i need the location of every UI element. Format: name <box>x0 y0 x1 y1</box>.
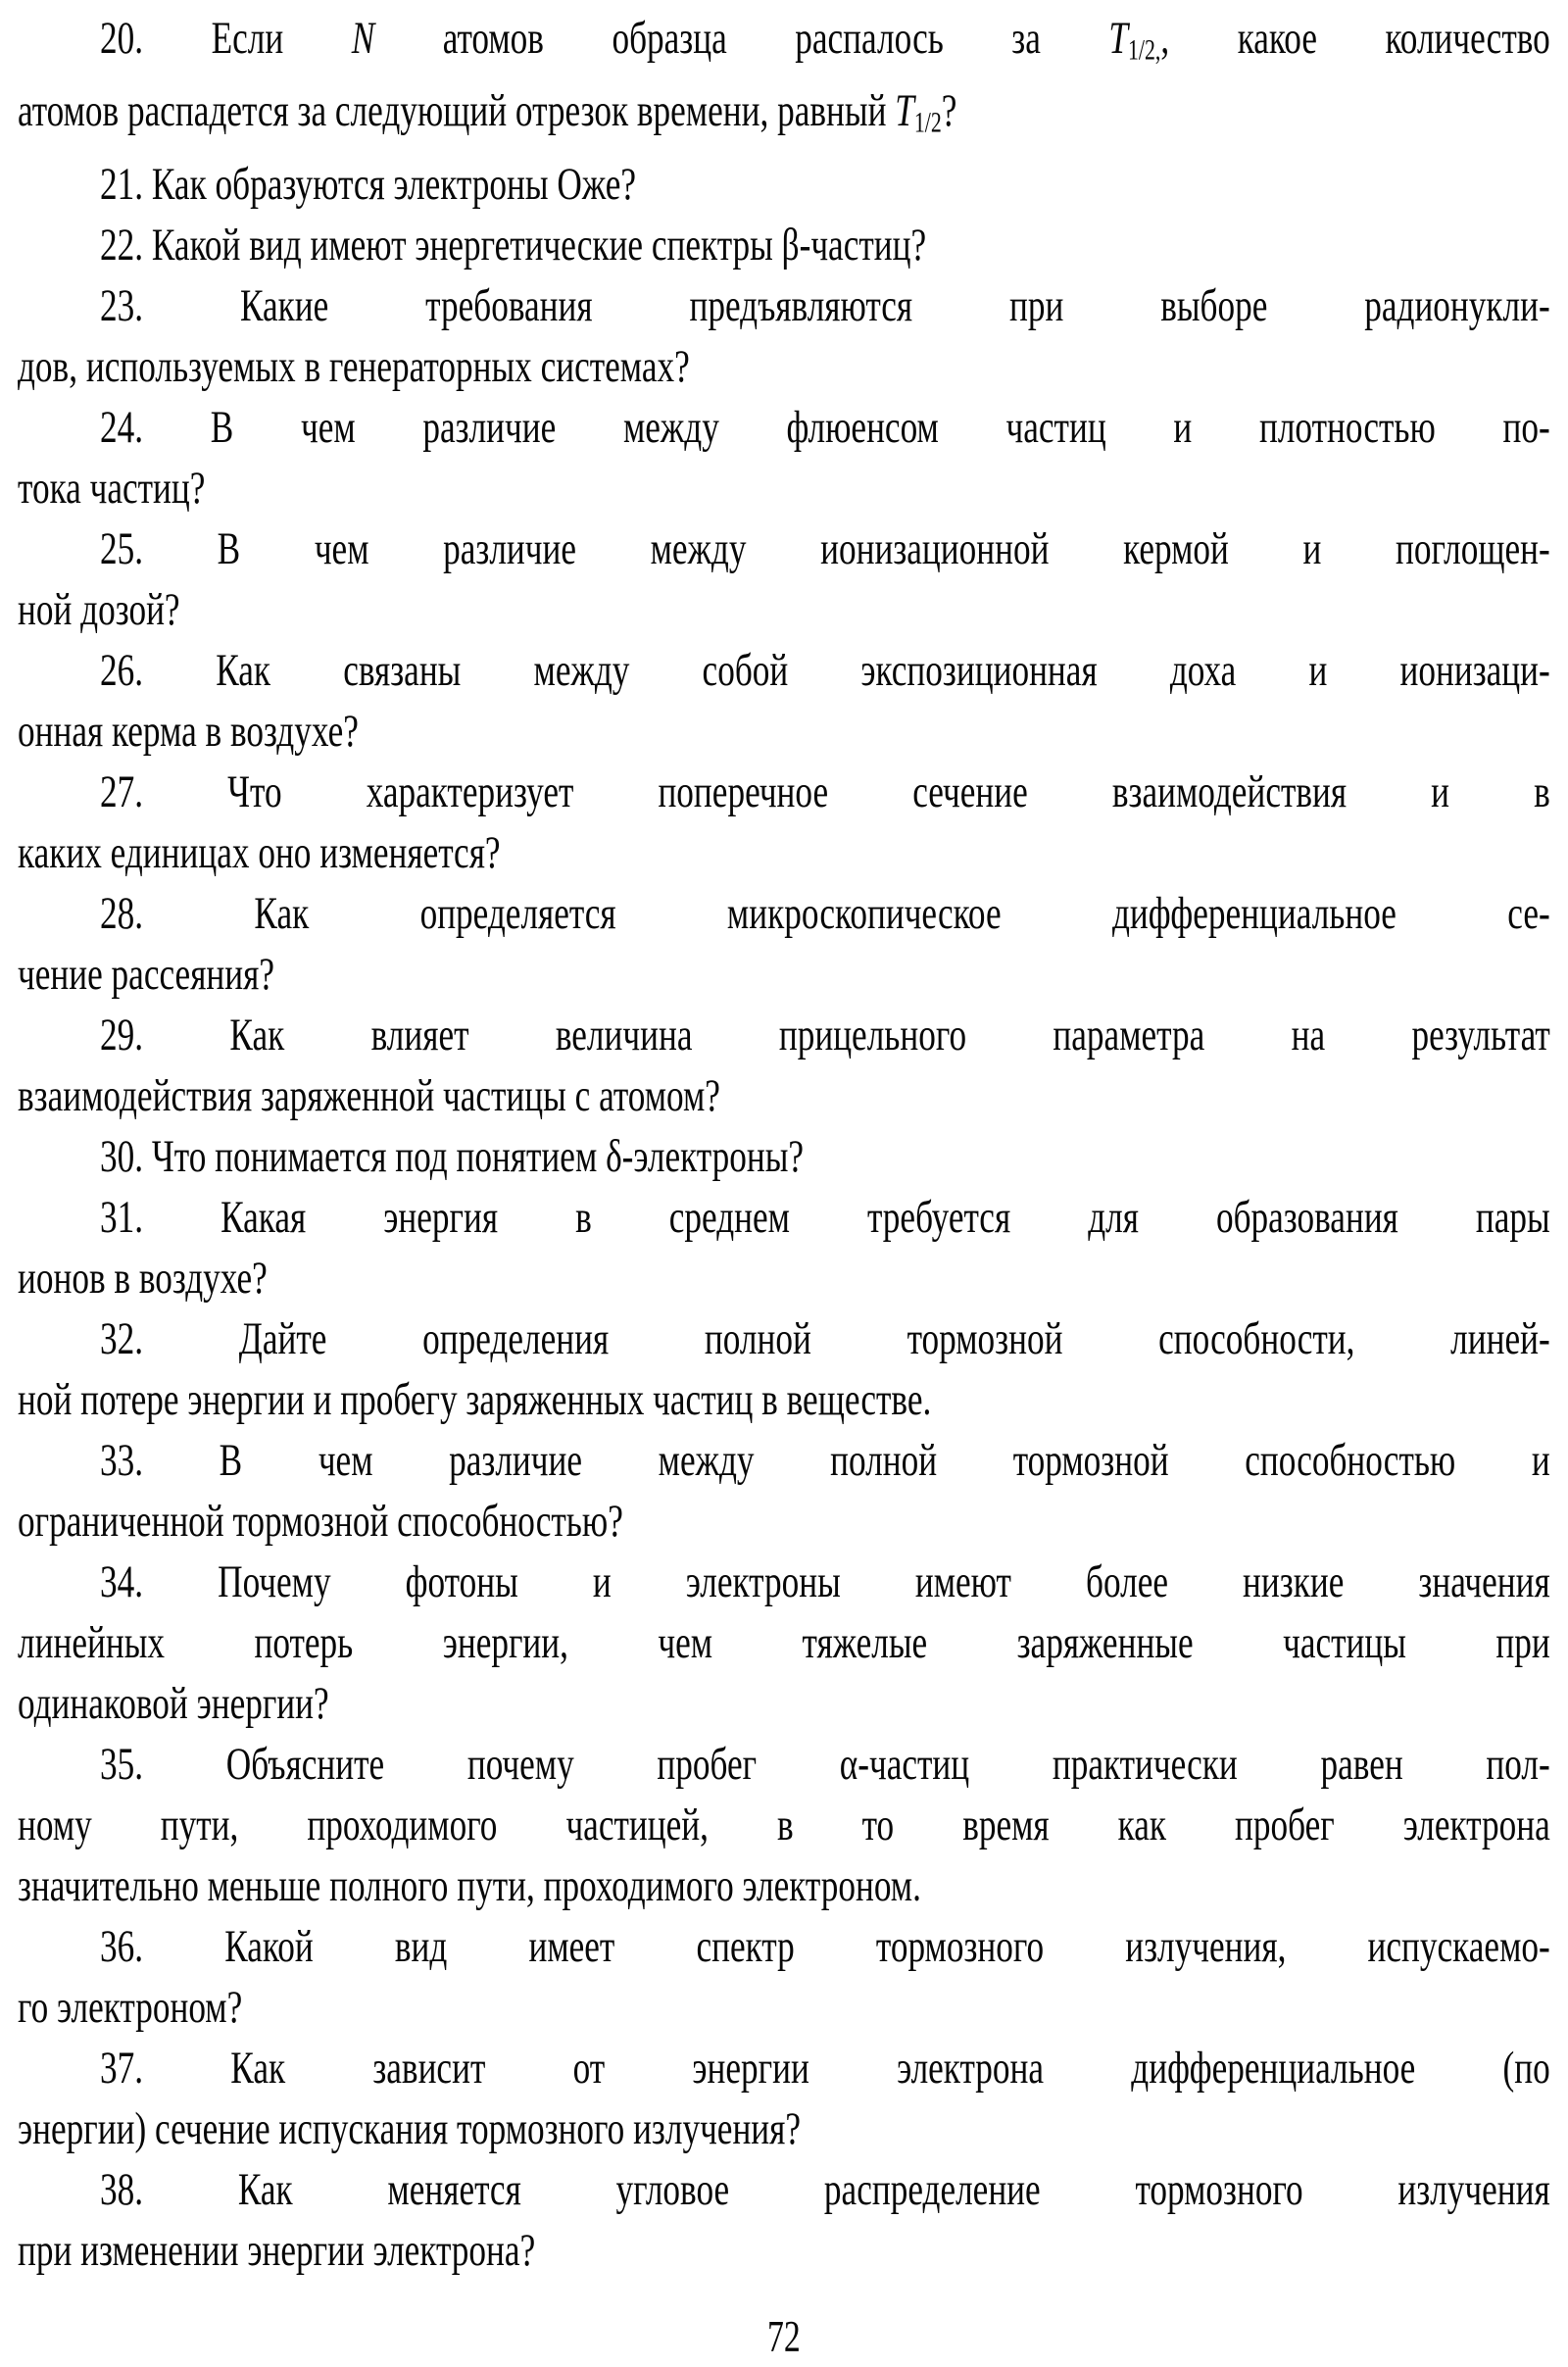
text-line <box>18 215 1550 275</box>
text-segment: дов, используемых в генераторных системах? <box>18 340 690 392</box>
text-segment: ной потере энергии и пробегу заряженных частиц в веществе. <box>18 1373 932 1425</box>
text-line <box>18 1916 1550 1977</box>
text-segment: 33. В чем различие между полной тормозной способностью и <box>100 1434 1550 1486</box>
text-line <box>18 1065 1550 1126</box>
text-line <box>18 1977 1550 2038</box>
text-segment: значительно меньше полного пути, проходимого электроном. <box>18 1859 921 1911</box>
text-line <box>18 275 1550 336</box>
text-line <box>18 883 1550 944</box>
text-line <box>18 944 1550 1005</box>
text-line <box>18 2038 1550 2098</box>
text-line <box>18 1369 1550 1430</box>
text-line <box>18 2098 1550 2159</box>
text-line <box>18 80 1550 153</box>
text-segment: 21. Как образуются электроны Оже? <box>100 158 636 210</box>
text-line <box>18 1673 1550 1734</box>
text-line <box>18 518 1550 579</box>
text-segment: 32. Дайте определения полной тормозной способности, линей- <box>100 1312 1550 1364</box>
text-segment: 38. Как меняется угловое распределение тормозного излучения <box>100 2163 1550 2215</box>
text-segment: линейных потерь энергии, чем тяжелые заряженные частицы при <box>18 1616 1550 1668</box>
text-segment: 31. Какая энергия в среднем требуется для образования пары <box>100 1191 1550 1243</box>
italic-symbol: T <box>895 85 914 137</box>
italic-symbol: T <box>1108 13 1128 64</box>
text-segment: 22. Какой вид имеют энергетические спектры β-частиц? <box>100 219 927 271</box>
text-line <box>18 397 1550 458</box>
page-number: 72 <box>767 2311 801 2361</box>
text-segment: , какое количество <box>1160 13 1550 64</box>
text-line <box>18 1855 1550 1916</box>
text-line <box>18 579 1550 640</box>
text-segment: 30. Что понимается под понятием δ-электроны? <box>100 1130 805 1182</box>
text-segment: 23. Какие требования предъявляются при выборе радионукли- <box>100 279 1550 331</box>
text-segment: 34. Почему фотоны и электроны имеют более низкие значения <box>100 1555 1550 1607</box>
text-line <box>18 1491 1550 1552</box>
text-line <box>18 1248 1550 1308</box>
text-segment: 36. Какой вид имеет спектр тормозного излучения, испускаемо- <box>100 1920 1550 1972</box>
text-line <box>18 1430 1550 1491</box>
italic-symbol: N <box>351 13 375 64</box>
text-segment: ионов в воздухе? <box>18 1252 268 1304</box>
text-line <box>18 1612 1550 1673</box>
text-segment: ной дозой? <box>18 583 180 635</box>
text-segment: 26. Как связаны между собой экспозиционная доха и ионизаци- <box>100 644 1550 696</box>
text-line <box>18 1308 1550 1369</box>
text-line <box>18 2220 1550 2281</box>
text-segment: ограниченной тормозной способностью? <box>18 1495 623 1547</box>
text-line <box>18 2159 1550 2220</box>
text-line <box>18 1552 1550 1612</box>
text-segment: онная керма в воздухе? <box>18 705 359 757</box>
text-segment: 29. Как влияет величина прицельного параметра на результат <box>100 1009 1550 1060</box>
text-segment: при изменении энергии электрона? <box>18 2224 536 2276</box>
subscript-text: 1/2, <box>1127 34 1161 67</box>
text-segment: энергии) сечение испускания тормозного излучения? <box>18 2102 802 2154</box>
text-line <box>18 640 1550 701</box>
text-line <box>18 1126 1550 1187</box>
text-segment: 27. Что характеризует поперечное сечение взаимодействия и в <box>100 765 1550 817</box>
text-segment: 37. Как зависит от энергии электрона дифференциальное (по <box>100 2042 1550 2094</box>
text-segment: каких единицах оно изменяется? <box>18 826 501 878</box>
text-segment: го электроном? <box>18 1981 243 2033</box>
text-segment: тока частиц? <box>18 462 206 514</box>
text-segment: одинаковой энергии? <box>18 1677 329 1729</box>
text-segment: 20. Если <box>100 13 352 64</box>
text-segment: атомов образца распалось за <box>374 13 1109 64</box>
text-segment: 35. Объясните почему пробег α-частиц практически равен пол- <box>100 1738 1550 1790</box>
text-line <box>18 1734 1550 1795</box>
text-segment: атомов распадется за следующий отрезок времени, равный <box>18 85 896 137</box>
text-line <box>18 154 1550 215</box>
text-line <box>18 336 1550 397</box>
text-line <box>18 458 1550 518</box>
text-line <box>18 8 1550 80</box>
text-segment: 25. В чем различие между ионизационной кермой и поглощен- <box>100 522 1550 574</box>
text-line <box>18 1005 1550 1065</box>
text-block <box>18 8 1550 2281</box>
text-segment: 28. Как определяется микроскопическое дифференциальное се- <box>100 887 1550 939</box>
text-segment: ? <box>941 85 957 137</box>
text-segment: чение рассеяния? <box>18 948 275 1000</box>
text-segment: 24. В чем различие между флюенсом частиц и плотностью по- <box>100 401 1550 453</box>
text-line <box>18 822 1550 883</box>
text-line <box>18 1187 1550 1248</box>
text-line <box>18 701 1550 762</box>
text-line <box>18 762 1550 822</box>
subscript-text: 1/2 <box>913 107 942 139</box>
text-line <box>18 1795 1550 1855</box>
text-segment: ному пути, проходимого частицей, в то время как пробег электрона <box>18 1799 1550 1850</box>
text-segment: взаимодействия заряженной частицы с атомом? <box>18 1069 720 1121</box>
